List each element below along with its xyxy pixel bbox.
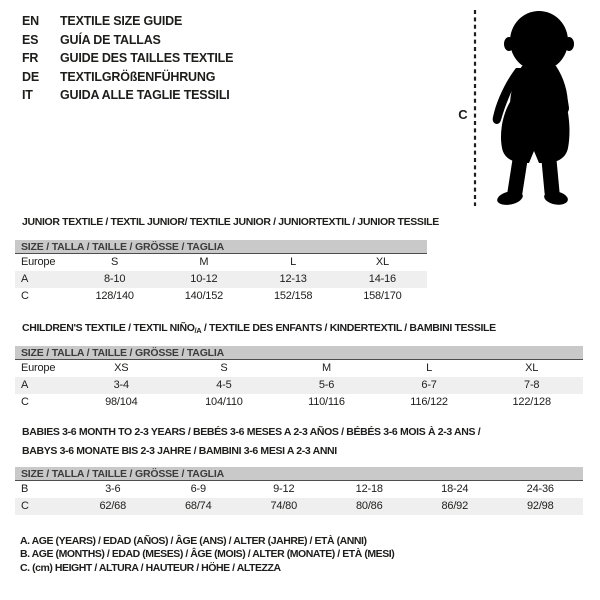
table-cell: 152/158	[273, 290, 313, 302]
language-code: DE	[22, 69, 39, 84]
language-title: GUIDA ALLE TAGLIE TESSILI	[60, 88, 230, 102]
table-cell: 128/140	[95, 290, 134, 302]
table-cell: XL	[375, 256, 389, 268]
table-cell: 104/110	[205, 396, 243, 408]
language-code: FR	[22, 51, 39, 65]
table-row	[15, 360, 583, 377]
row-label: C	[21, 290, 29, 302]
table-cell: 18-24	[441, 483, 469, 495]
row-label: C	[21, 500, 29, 512]
language-title: GUIDE DES TAILLES TEXTILE	[60, 51, 234, 65]
table-cell: 7-8	[524, 379, 540, 391]
table-cell: 12-18	[355, 483, 383, 495]
table-cell: 158/170	[363, 290, 402, 302]
table-cell: L	[290, 256, 297, 268]
row-label: B	[21, 483, 29, 495]
section-title-children	[22, 322, 496, 335]
size-header-bar: SIZE / TALLA / TAILLE / GRÖSSE / TAGLIA	[15, 467, 583, 481]
legend	[20, 535, 394, 575]
table-cell: XS	[114, 362, 129, 374]
table-row	[15, 254, 427, 271]
baby-silhouette-icon	[470, 6, 582, 208]
table-row	[15, 481, 583, 498]
language-row	[22, 12, 233, 31]
table-cell: 3-6	[105, 483, 121, 495]
legend-line-age-years: A. AGE (YEARS) / EDAD (AÑOS) / ÂGE (ANS) / ALTER (JAHRE) / ETÀ (ANNI)	[20, 535, 367, 547]
language-list	[22, 12, 233, 105]
table-cell: 98/104	[105, 396, 138, 408]
height-measure-label: C	[458, 107, 468, 122]
table-cell: M	[199, 256, 209, 268]
row-label: A	[21, 273, 29, 285]
table-cell: 68/74	[184, 500, 212, 512]
table-cell: 62/68	[99, 500, 127, 512]
junior-size-table	[15, 240, 427, 305]
table-cell: 10-12	[190, 273, 218, 285]
size-header-bar: SIZE / TALLA / TAILLE / GRÖSSE / TAGLIA	[15, 240, 427, 254]
legend-line-age-months: B. AGE (MONTHS) / EDAD (MESES) / ÂGE (MOIS) / ALTER (MONATE) / ETÀ (MESI)	[20, 548, 395, 561]
section-title-junior: JUNIOR TEXTILE / TEXTIL JUNIOR/ TEXTILE JUNIOR / JUNIORTEXTIL / JUNIOR TESSILE	[22, 216, 439, 228]
language-code: ES	[22, 32, 39, 47]
language-row	[22, 49, 233, 68]
table-row	[15, 498, 583, 515]
language-code: IT	[22, 88, 33, 102]
language-code: EN	[22, 14, 39, 28]
language-row	[22, 31, 233, 50]
language-title: TEXTILE SIZE GUIDE	[60, 14, 183, 28]
row-label: A	[21, 379, 29, 391]
table-cell: 24-36	[526, 483, 554, 495]
table-row	[15, 377, 583, 394]
table-row	[15, 394, 583, 411]
children-title-sub: /A	[194, 326, 202, 335]
table-cell: 4-5	[216, 379, 232, 391]
row-label: Europe	[21, 256, 56, 268]
babies-title-line2: BABYS 3-6 MONATE BIS 2-3 JAHRE / BAMBINI 3-6 MESI A 2-3 ANNI	[22, 445, 337, 457]
size-header-bar: SIZE / TALLA / TAILLE / GRÖSSE / TAGLIA	[15, 346, 583, 360]
table-cell: 14-16	[368, 273, 396, 285]
table-cell: 116/122	[410, 396, 448, 408]
babies-title-line1: BABIES 3-6 MONTH TO 2-3 YEARS / BEBÉS 3-6 MESES A 2-3 AÑOS / BÉBÉS 3-6 MOIS À 2-3 ANS /	[22, 426, 481, 438]
table-cell: M	[322, 362, 331, 374]
table-row	[15, 271, 427, 288]
table-cell: S	[220, 362, 228, 374]
language-title: TEXTILGRÖßENFÜHRUNG	[60, 69, 216, 84]
legend-line-height: C. (cm) HEIGHT / ALTURA / HAUTEUR / HÖHE / ALTEZZA	[20, 561, 281, 574]
table-cell: L	[426, 362, 433, 374]
children-title-post: / TEXTILE DES ENFANTS / KINDERTEXTIL / BAMBINI TESSILE	[201, 322, 496, 334]
table-cell: 3-4	[113, 379, 129, 391]
language-row	[22, 86, 233, 105]
table-cell: 5-6	[318, 379, 335, 391]
table-cell: 12-13	[279, 273, 307, 285]
language-row	[22, 68, 233, 87]
table-cell: S	[111, 256, 119, 268]
table-cell: 74/80	[270, 500, 298, 512]
table-cell: 140/152	[184, 290, 224, 302]
section-title-babies	[22, 423, 480, 461]
language-title: GUÍA DE TALLAS	[60, 32, 161, 47]
table-cell: 9-12	[273, 483, 295, 495]
table-cell: 6-9	[190, 483, 206, 495]
children-title-pre: CHILDREN'S TEXTILE / TEXTIL NIÑO	[22, 322, 195, 334]
table-cell: 6-7	[421, 379, 437, 391]
babies-size-table	[15, 467, 583, 515]
table-cell: 80/86	[355, 500, 383, 512]
table-row	[15, 288, 427, 305]
row-label: C	[21, 396, 29, 408]
table-cell: XL	[525, 362, 539, 374]
children-size-table	[15, 346, 583, 411]
table-cell: 86/92	[441, 500, 469, 512]
table-cell: 8-10	[104, 273, 126, 285]
row-label: Europe	[21, 362, 56, 374]
table-cell: 122/128	[512, 396, 551, 408]
table-cell: 92/98	[526, 500, 554, 512]
table-cell: 110/116	[308, 396, 345, 408]
